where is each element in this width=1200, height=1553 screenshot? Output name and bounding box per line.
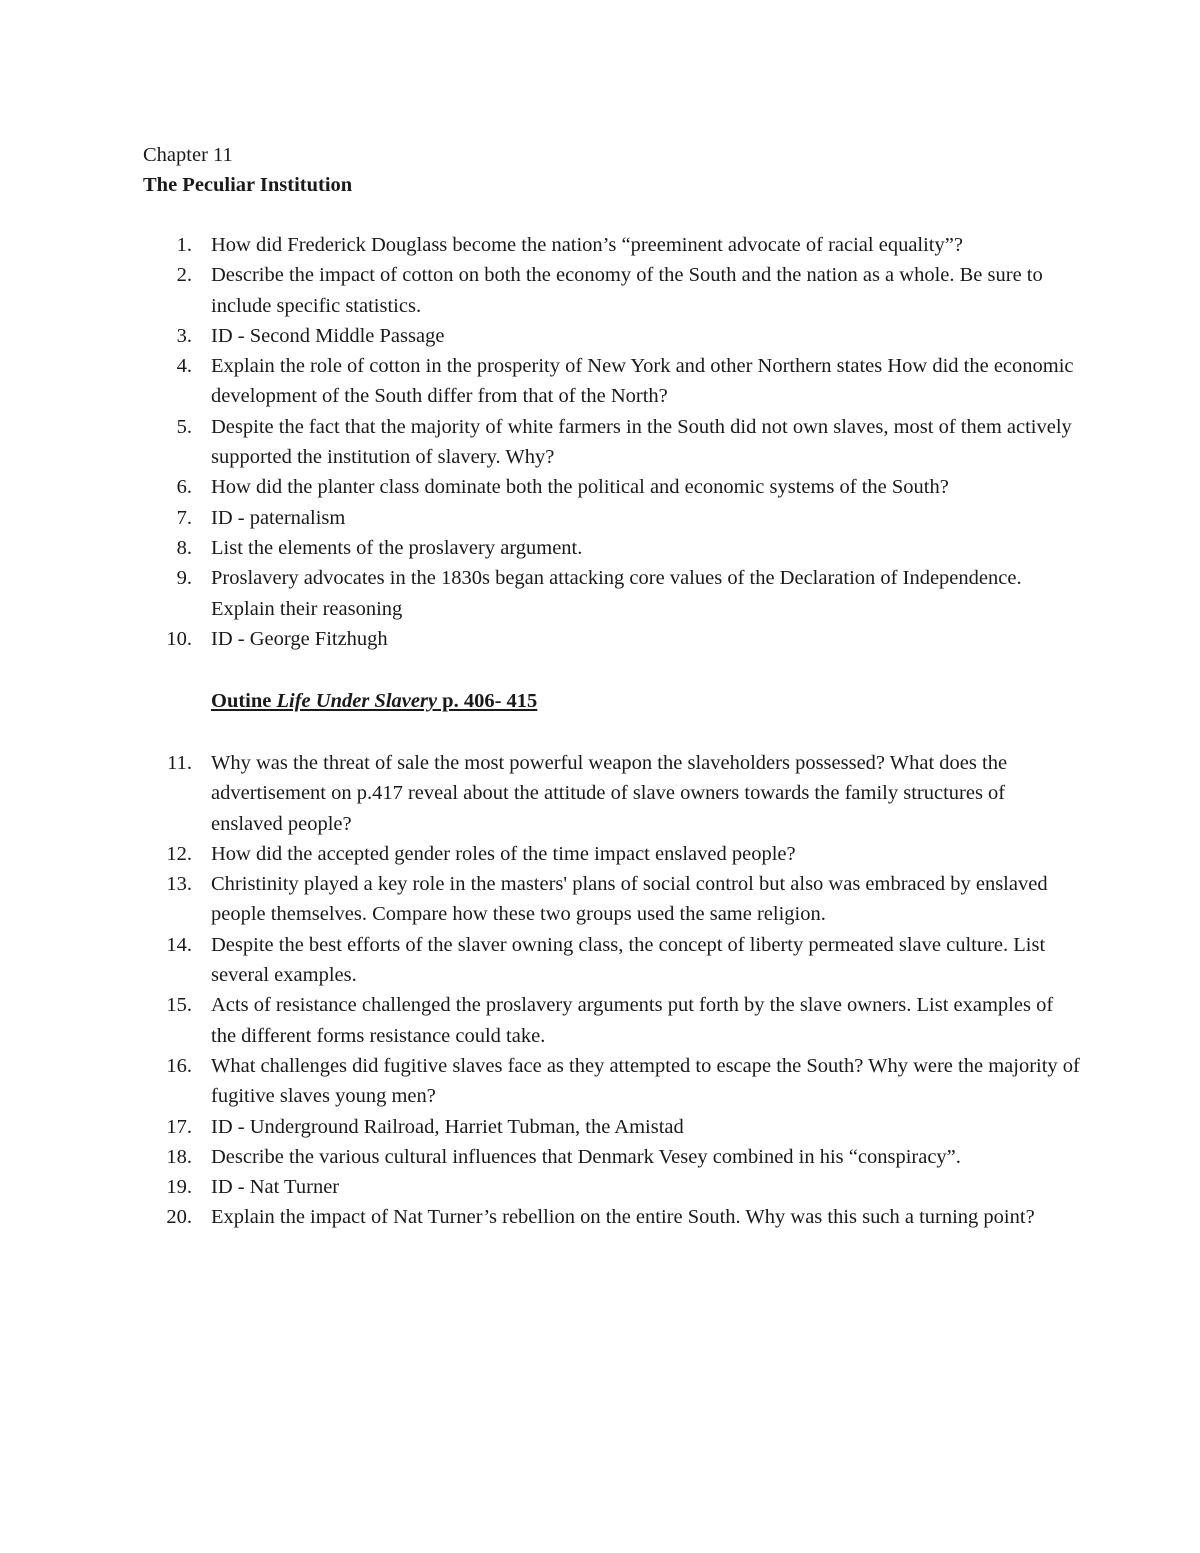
question-number: 2. — [176, 264, 192, 287]
question-text: Explain the impact of Nat Turner’s rebellion on the entire South. Why was this such a turning point? — [211, 1206, 1035, 1229]
question-item — [0, 1142, 1200, 1172]
question-number: 13. — [166, 873, 192, 896]
question-number: 3. — [176, 324, 192, 347]
chapter-label: Chapter 11 — [143, 144, 233, 166]
question-number: 16. — [166, 1054, 192, 1077]
question-number: 14. — [166, 933, 192, 956]
question-text: How did the planter class dominate both the political and economic systems of the South? — [211, 476, 949, 499]
question-text: Describe the various cultural influences that Denmark Vesey combined in his “conspiracy”. — [211, 1145, 961, 1168]
question-item — [0, 503, 1200, 533]
question-item — [0, 624, 1200, 654]
question-text: ID - Second Middle Passage — [211, 324, 445, 347]
question-item — [0, 1202, 1200, 1232]
question-text: List the elements of the proslavery argument. — [211, 536, 583, 559]
question-text: Proslavery advocates in the 1830s began attacking core values of the Declaration of Independence. Explain their reasoning — [211, 567, 1022, 620]
question-text: Christinity played a key role in the masters' plans of social control but also was embraced by enslaved people themselves. Compare how these two groups used the same religion. — [211, 873, 1048, 926]
section-heading — [211, 686, 537, 716]
question-item — [0, 748, 1200, 839]
question-number: 8. — [176, 536, 192, 559]
question-item — [0, 930, 1200, 991]
question-text: How did the accepted gender roles of the time impact enslaved people? — [211, 842, 796, 865]
question-list-part2 — [0, 748, 1200, 1233]
question-item — [0, 472, 1200, 502]
chapter-title: The Peculiar Institution — [143, 174, 353, 196]
question-text: Despite the best efforts of the slaver owning class, the concept of liberty permeated slave culture. List several examples. — [211, 933, 1046, 987]
section-page-range: p. 406- 415 — [437, 690, 538, 712]
question-number: 20. — [166, 1206, 192, 1229]
question-item — [0, 321, 1200, 351]
question-text: Describe the impact of cotton on both the economy of the South and the nation as a whole. Be sure to include specific statistics. — [211, 264, 1043, 317]
section-heading-prefix: Outine — [211, 690, 277, 712]
question-text: Acts of resistance challenged the proslavery arguments put forth by the slave owners. List examples of the different forms resistance could take. — [211, 994, 1054, 1047]
question-number: 11. — [167, 752, 192, 774]
question-number: 12. — [166, 842, 192, 865]
question-number: 1. — [176, 234, 192, 256]
question-number: 4. — [176, 355, 192, 378]
question-item — [0, 1172, 1200, 1202]
question-item — [0, 260, 1200, 321]
question-text: ID - Nat Turner — [211, 1176, 340, 1199]
question-text: Despite the fact that the majority of white farmers in the South did not own slaves, most of them actively supported the institution of slavery. Why? — [211, 415, 1072, 469]
question-item — [0, 351, 1200, 412]
question-number: 18. — [166, 1145, 192, 1168]
question-item — [0, 412, 1200, 473]
question-number: 15. — [166, 994, 192, 1017]
question-item — [0, 869, 1200, 930]
question-number: 10. — [166, 627, 192, 650]
question-item — [0, 563, 1200, 624]
question-item — [0, 839, 1200, 869]
question-text: Explain the role of cotton in the prosperity of New York and other Northern states How did the economic development of the South differ from that of the North? — [211, 355, 1074, 408]
question-item — [0, 533, 1200, 563]
question-number: 9. — [176, 567, 192, 590]
question-item — [0, 230, 1200, 260]
question-text: ID - paternalism — [211, 506, 346, 529]
question-number: 7. — [176, 506, 192, 529]
section-book-title: Life Under Slavery — [276, 690, 438, 712]
question-number: 6. — [176, 476, 192, 499]
question-text: ID - George Fitzhugh — [211, 627, 388, 650]
question-list-part1 — [0, 230, 1200, 654]
question-text: ID - Underground Railroad, Harriet Tubman, the Amistad — [211, 1115, 684, 1138]
question-item — [0, 990, 1200, 1051]
question-item — [0, 1112, 1200, 1142]
question-number: 5. — [176, 415, 192, 438]
question-item — [0, 1051, 1200, 1112]
question-number: 19. — [166, 1176, 192, 1199]
question-text: What challenges did fugitive slaves face as they attempted to escape the South? Why were the majority of fugitive slaves young men? — [211, 1054, 1080, 1108]
question-text: Why was the threat of sale the most powerful weapon the slaveholders possessed? What does the advertisement on p.417 reveal about the attitude of slave owners towards the family structures of enslaved people? — [211, 752, 1008, 835]
question-number: 17. — [166, 1115, 192, 1138]
question-text: How did Frederick Douglass become the nation’s “preeminent advocate of racial equality”? — [211, 234, 963, 256]
